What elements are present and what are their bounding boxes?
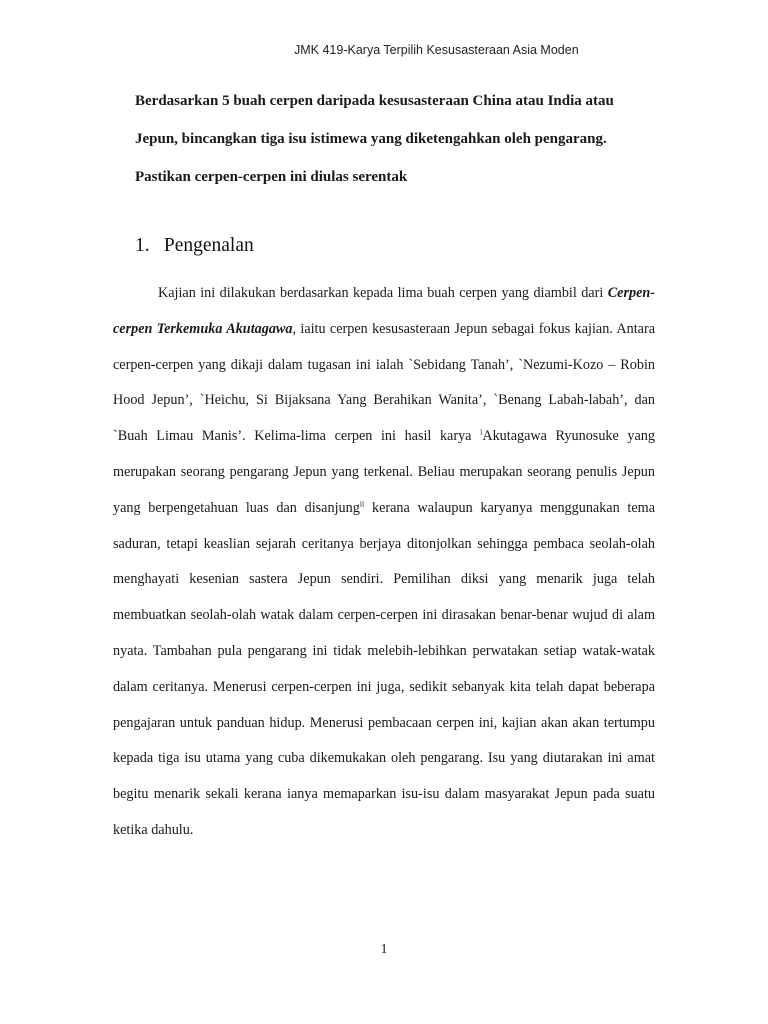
section-title: Pengenalan <box>163 235 254 256</box>
section-heading <box>135 235 254 257</box>
footnote-marker-2[interactable]: ii <box>359 499 365 509</box>
body-paragraph <box>113 276 655 849</box>
page-number: 1 <box>380 942 388 957</box>
assignment-question <box>135 91 665 205</box>
question-line-1: Berdasarkan 5 buah cerpen daripada kesusasteraan China atau India atau <box>135 93 614 109</box>
book-title: Cerpen-cerpen Terkemuka Akutagawa <box>113 285 656 337</box>
question-line-3: Pastikan cerpen-cerpen ini diulas serentak <box>135 169 408 185</box>
footnote-marker-1[interactable]: i <box>480 427 483 437</box>
paragraph-opening: Kajian ini dilakukan berdasarkan kepada lima buah cerpen yang diambil dari <box>158 285 604 301</box>
section-number: 1. <box>135 235 150 256</box>
paragraph-text-3: kerana walaupun karyanya menggunakan tema saduran, tetapi keaslian sejarah ceritanya berjaya ditonjolkan sehingga pembaca seolah-olah menghayati kesenian sastera Jepun sendiri. Pemilihan diksi yang menarik juga telah membuatkan seolah-olah watak dalam cerpen-cerpen ini dirasakan benar-benar wujud di alam nyata. Tambahan pula pengarang ini tidak melebih-lebihkan perwatakan setiap watak-watak dalam ceritanya. Menerusi cerpen-cerpen ini juga, sedikit sebanyak kita telah dapat beberapa pengajaran untuk panduan hidup. Menerusi pembacaan cerpen ini, kajian akan akan tertumpu kepada tiga isu utama yang cuba dikemukakan oleh pengarang. Isu yang diutarakan ini amat begitu menarik sekali kerana ianya memaparkan isu-isu dalam masyarakat Jepun pada suatu ketika dahulu. <box>113 499 655 838</box>
paragraph-text-2: Akutagawa Ryunosuke yang merupakan seorang pengarang Jepun yang terkenal. Beliau merupakan seorang penulis Jepun yang berpengetahuan luas dan disanjung <box>113 428 655 516</box>
paragraph-text-1: , iaitu cerpen kesusasteraan Jepun sebagai fokus kajian. Antara cerpen-cerpen yang dikaji dalam tugasan ini ialah `Sebidang Tanah’, `Nezumi-Kozo – Robin Hood Jepun’, `Heichu, Si Bijaksana Yang Berahikan Wanita’, `Benang Labah-labah’, dan `Buah Limau Manis’. Kelima-lima cerpen ini hasil karya <box>113 320 655 445</box>
running-header: JMK 419-Karya Terpilih Kesusasteraan Asia Moden <box>294 43 579 57</box>
question-line-2: Jepun, bincangkan tiga isu istimewa yang diketengahkan oleh pengarang. <box>135 131 607 147</box>
